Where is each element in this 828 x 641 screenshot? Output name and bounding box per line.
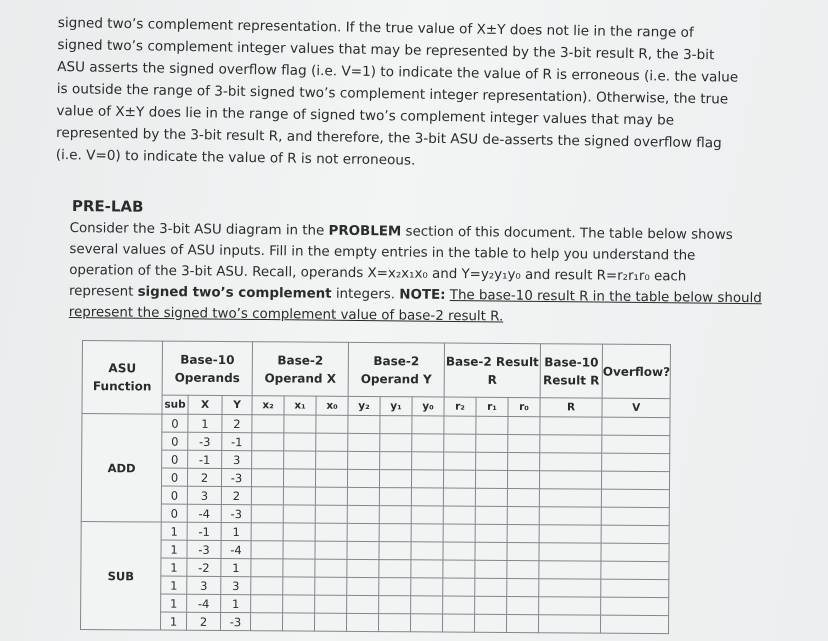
empty-entry-cell[interactable] xyxy=(314,613,346,631)
empty-entry-cell[interactable] xyxy=(348,415,380,433)
x-cell: -4 xyxy=(187,504,221,522)
x-cell: 2 xyxy=(186,612,220,630)
empty-entry-cell[interactable] xyxy=(444,416,476,434)
empty-entry-cell[interactable] xyxy=(412,416,444,434)
subheader-cell: Y xyxy=(222,395,252,414)
empty-entry-cell[interactable] xyxy=(601,525,669,543)
empty-entry-cell[interactable] xyxy=(601,561,669,579)
empty-entry-cell[interactable] xyxy=(475,470,507,488)
empty-entry-cell[interactable] xyxy=(602,453,670,471)
empty-entry-cell[interactable] xyxy=(444,452,476,470)
x-cell: -4 xyxy=(187,594,221,612)
empty-entry-cell[interactable] xyxy=(507,488,539,506)
sub-cell: 0 xyxy=(161,504,187,522)
subheader-cell: sub xyxy=(162,395,188,414)
empty-entry-cell[interactable] xyxy=(347,595,379,613)
empty-entry-cell[interactable] xyxy=(380,434,412,452)
empty-entry-cell[interactable] xyxy=(284,415,316,433)
prelab-line: Consider the 3-bit ASU diagram in the PROBLEM section of this document. The table below shows xyxy=(69,220,733,243)
empty-entry-cell[interactable] xyxy=(475,560,507,578)
empty-entry-cell[interactable] xyxy=(602,417,670,435)
empty-entry-cell[interactable] xyxy=(443,488,475,506)
subheader-cell: R xyxy=(540,398,602,417)
empty-entry-cell[interactable] xyxy=(379,542,411,560)
header-base2-result: Base-2 Result R xyxy=(444,343,540,398)
x-cell: 1 xyxy=(188,414,222,432)
empty-entry-cell[interactable] xyxy=(315,487,347,505)
empty-entry-cell[interactable] xyxy=(316,433,348,451)
empty-entry-cell[interactable] xyxy=(601,579,669,597)
sub-cell: 0 xyxy=(161,486,187,504)
x-cell: 3 xyxy=(187,486,221,504)
empty-entry-cell[interactable] xyxy=(252,433,284,451)
empty-entry-cell[interactable] xyxy=(251,523,283,541)
empty-entry-cell[interactable] xyxy=(475,596,507,614)
empty-entry-cell[interactable] xyxy=(316,451,348,469)
sub-cell: 1 xyxy=(160,612,186,630)
y-cell: -3 xyxy=(221,504,251,522)
header-base10-operands: Base-10 Operands xyxy=(162,341,252,396)
empty-entry-cell[interactable] xyxy=(443,560,475,578)
sub-cell: 0 xyxy=(162,414,188,432)
empty-entry-cell[interactable] xyxy=(507,506,539,524)
empty-entry-cell[interactable] xyxy=(316,415,348,433)
empty-entry-cell[interactable] xyxy=(380,416,412,434)
subheader-cell: X xyxy=(188,395,222,414)
empty-entry-cell[interactable] xyxy=(507,578,539,596)
sub-cell: 1 xyxy=(161,594,187,612)
function-label-add: ADD xyxy=(81,414,162,523)
x-cell: -1 xyxy=(187,522,221,540)
empty-entry-cell[interactable] xyxy=(443,578,475,596)
empty-entry-cell[interactable] xyxy=(539,561,601,579)
intro-line: signed two’s complement representation. If the true value of X±Y does not lie in the range of xyxy=(57,14,694,41)
empty-entry-cell[interactable] xyxy=(475,506,507,524)
header-base2-operand-x: Base-2 Operand X xyxy=(252,342,348,397)
empty-entry-cell[interactable] xyxy=(507,596,539,614)
empty-entry-cell[interactable] xyxy=(347,523,379,541)
empty-entry-cell[interactable] xyxy=(600,615,668,633)
empty-entry-cell[interactable] xyxy=(315,595,347,613)
empty-entry-cell[interactable] xyxy=(251,505,283,523)
empty-entry-cell[interactable] xyxy=(411,542,443,560)
prelab-line: several values of ASU inputs. Fill in the empty entries in the table to help you understand the xyxy=(69,241,696,264)
empty-entry-cell[interactable] xyxy=(539,525,601,543)
subheader-cell: y₂ xyxy=(348,396,380,415)
empty-entry-cell[interactable] xyxy=(282,613,314,631)
empty-entry-cell[interactable] xyxy=(283,505,315,523)
empty-entry-cell[interactable] xyxy=(538,615,600,633)
header-base10-result: Base-10 Result R xyxy=(540,344,602,398)
empty-entry-cell[interactable] xyxy=(251,469,283,487)
prelab-heading: PRE-LAB xyxy=(71,197,144,216)
intro-line: value of X±Y does lie in the range of signed two’s complement integer values that may be xyxy=(56,102,675,129)
y-cell: -1 xyxy=(222,432,252,450)
empty-entry-cell[interactable] xyxy=(475,488,507,506)
empty-entry-cell[interactable] xyxy=(348,451,380,469)
empty-entry-cell[interactable] xyxy=(284,433,316,451)
empty-entry-cell[interactable] xyxy=(411,470,443,488)
header-overflow: Overflow? xyxy=(602,344,671,398)
empty-entry-cell[interactable] xyxy=(251,577,283,595)
subheader-cell: x₀ xyxy=(316,396,348,415)
empty-entry-cell[interactable] xyxy=(540,453,602,471)
sub-cell: 1 xyxy=(161,558,187,576)
empty-entry-cell[interactable] xyxy=(539,471,601,489)
empty-entry-cell[interactable] xyxy=(601,507,669,525)
table-row xyxy=(80,611,668,633)
empty-entry-cell[interactable] xyxy=(539,507,601,525)
subheader-cell: x₂ xyxy=(252,396,284,415)
empty-entry-cell[interactable] xyxy=(315,505,347,523)
y-cell: 3 xyxy=(221,576,251,594)
empty-entry-cell[interactable] xyxy=(347,541,379,559)
empty-entry-cell[interactable] xyxy=(507,560,539,578)
sub-cell: 0 xyxy=(161,468,187,486)
x-cell: 3 xyxy=(187,576,221,594)
empty-entry-cell[interactable] xyxy=(252,451,284,469)
empty-entry-cell[interactable] xyxy=(539,597,601,615)
empty-entry-cell[interactable] xyxy=(411,596,443,614)
y-cell: -3 xyxy=(221,468,251,486)
empty-entry-cell[interactable] xyxy=(411,524,443,542)
subheader-cell: x₁ xyxy=(284,396,316,415)
empty-entry-cell[interactable] xyxy=(412,452,444,470)
x-cell: -3 xyxy=(187,540,221,558)
empty-entry-cell[interactable] xyxy=(251,541,283,559)
intro-paragraph xyxy=(56,12,758,177)
empty-entry-cell[interactable] xyxy=(379,506,411,524)
empty-entry-cell[interactable] xyxy=(379,596,411,614)
empty-entry-cell[interactable] xyxy=(379,488,411,506)
empty-entry-cell[interactable] xyxy=(379,524,411,542)
empty-entry-cell[interactable] xyxy=(251,595,283,613)
empty-entry-cell[interactable] xyxy=(507,470,539,488)
empty-entry-cell[interactable] xyxy=(283,595,315,613)
empty-entry-cell[interactable] xyxy=(508,434,540,452)
empty-entry-cell[interactable] xyxy=(601,597,669,615)
empty-entry-cell[interactable] xyxy=(443,542,475,560)
x-cell: -3 xyxy=(188,432,222,450)
intro-line: ASU asserts the signed overflow flag (i.e. V=1) to indicate the value of R is erroneous (i.e. the value xyxy=(57,58,739,86)
empty-entry-cell[interactable] xyxy=(379,560,411,578)
y-cell: 1 xyxy=(221,522,251,540)
empty-entry-cell[interactable] xyxy=(506,614,538,632)
y-cell: -3 xyxy=(220,612,250,630)
intro-line: is outside the range of 3-bit signed two’s complement integer representation). Otherwise, the true xyxy=(56,80,729,108)
subheader-cell: r₀ xyxy=(508,397,540,416)
sub-cell: 0 xyxy=(162,450,188,468)
empty-entry-cell[interactable] xyxy=(411,560,443,578)
subheader-cell: r₂ xyxy=(444,397,476,416)
empty-entry-cell[interactable] xyxy=(348,433,380,451)
x-cell: 2 xyxy=(187,468,221,486)
empty-entry-cell[interactable] xyxy=(315,469,347,487)
subheader-cell: y₀ xyxy=(412,397,444,416)
empty-entry-cell[interactable] xyxy=(602,435,670,453)
empty-entry-cell[interactable] xyxy=(443,596,475,614)
prelab-section xyxy=(69,197,760,330)
intro-line: (i.e. V=0) to indicate the value of R is not erroneous. xyxy=(55,146,416,169)
empty-entry-cell[interactable] xyxy=(539,579,601,597)
intro-line: signed two’s complement integer values that may be represented by the 3-bit result R, the 3-bit xyxy=(57,36,715,64)
subheader-cell: r₁ xyxy=(476,397,508,416)
header-asu-function: ASU Function xyxy=(82,341,163,415)
asu-table xyxy=(80,340,671,634)
y-cell: 3 xyxy=(222,450,252,468)
empty-entry-cell[interactable] xyxy=(507,524,539,542)
empty-entry-cell[interactable] xyxy=(284,451,316,469)
empty-entry-cell[interactable] xyxy=(252,415,284,433)
empty-entry-cell[interactable] xyxy=(347,469,379,487)
empty-entry-cell[interactable] xyxy=(474,614,506,632)
empty-entry-cell[interactable] xyxy=(283,577,315,595)
empty-entry-cell[interactable] xyxy=(379,578,411,596)
y-cell: 1 xyxy=(221,558,251,576)
empty-entry-cell[interactable] xyxy=(283,523,315,541)
empty-entry-cell[interactable] xyxy=(347,559,379,577)
empty-entry-cell[interactable] xyxy=(283,559,315,577)
empty-entry-cell[interactable] xyxy=(601,543,669,561)
empty-entry-cell[interactable] xyxy=(475,524,507,542)
empty-entry-cell[interactable] xyxy=(347,505,379,523)
empty-entry-cell[interactable] xyxy=(347,577,379,595)
empty-entry-cell[interactable] xyxy=(251,487,283,505)
empty-entry-cell[interactable] xyxy=(508,452,540,470)
sub-cell: 1 xyxy=(161,522,187,540)
empty-entry-cell[interactable] xyxy=(476,452,508,470)
empty-entry-cell[interactable] xyxy=(443,470,475,488)
empty-entry-cell[interactable] xyxy=(411,506,443,524)
empty-entry-cell[interactable] xyxy=(443,506,475,524)
empty-entry-cell[interactable] xyxy=(507,542,539,560)
x-cell: -1 xyxy=(188,450,222,468)
empty-entry-cell[interactable] xyxy=(315,523,347,541)
empty-entry-cell[interactable] xyxy=(539,489,601,507)
empty-entry-cell[interactable] xyxy=(411,578,443,596)
empty-entry-cell[interactable] xyxy=(315,559,347,577)
empty-entry-cell[interactable] xyxy=(380,452,412,470)
empty-entry-cell[interactable] xyxy=(540,435,602,453)
empty-entry-cell[interactable] xyxy=(379,470,411,488)
empty-entry-cell[interactable] xyxy=(539,543,601,561)
empty-entry-cell[interactable] xyxy=(347,487,379,505)
empty-entry-cell[interactable] xyxy=(411,488,443,506)
header-base2-operand-y: Base-2 Operand Y xyxy=(348,342,444,397)
empty-entry-cell[interactable] xyxy=(540,417,602,435)
empty-entry-cell[interactable] xyxy=(315,577,347,595)
empty-entry-cell[interactable] xyxy=(250,613,282,631)
empty-entry-cell[interactable] xyxy=(442,614,474,632)
y-cell: -4 xyxy=(221,540,251,558)
empty-entry-cell[interactable] xyxy=(315,541,347,559)
empty-entry-cell[interactable] xyxy=(283,487,315,505)
y-cell: 2 xyxy=(222,414,252,432)
subheader-cell: y₁ xyxy=(380,397,412,416)
empty-entry-cell[interactable] xyxy=(283,541,315,559)
intro-line: represented by the 3-bit result R, and therefore, the 3-bit ASU de-asserts the signed overflow flag xyxy=(55,124,722,152)
subheader-cell: V xyxy=(602,398,670,417)
y-cell: 2 xyxy=(221,486,251,504)
empty-entry-cell[interactable] xyxy=(412,434,444,452)
function-label-sub: SUB xyxy=(80,521,161,630)
empty-entry-cell[interactable] xyxy=(508,416,540,434)
empty-entry-cell[interactable] xyxy=(251,559,283,577)
prelab-note-line: represent the signed two’s complement value of base-2 result R. xyxy=(68,304,504,325)
empty-entry-cell[interactable] xyxy=(283,469,315,487)
sub-cell: 0 xyxy=(162,432,188,450)
empty-entry-cell[interactable] xyxy=(475,542,507,560)
y-cell: 1 xyxy=(221,594,251,612)
empty-entry-cell[interactable] xyxy=(601,471,669,489)
prelab-line: operation of the 3-bit ASU. Recall, operands X=x₂x₁x₀ and Y=y₂y₁y₀ and result R=r₂r₁r₀ each xyxy=(69,262,687,285)
empty-entry-cell[interactable] xyxy=(601,489,669,507)
sub-cell: 1 xyxy=(161,540,187,558)
empty-entry-cell[interactable] xyxy=(346,613,378,631)
empty-entry-cell[interactable] xyxy=(410,614,442,632)
empty-entry-cell[interactable] xyxy=(444,434,476,452)
sub-cell: 1 xyxy=(161,576,187,594)
empty-entry-cell[interactable] xyxy=(443,524,475,542)
empty-entry-cell[interactable] xyxy=(475,578,507,596)
prelab-line: represent signed two’s complement integers. NOTE: The base-10 result R in the table below should xyxy=(68,283,762,307)
empty-entry-cell[interactable] xyxy=(476,416,508,434)
empty-entry-cell[interactable] xyxy=(476,434,508,452)
empty-entry-cell[interactable] xyxy=(378,614,410,632)
x-cell: -2 xyxy=(187,558,221,576)
